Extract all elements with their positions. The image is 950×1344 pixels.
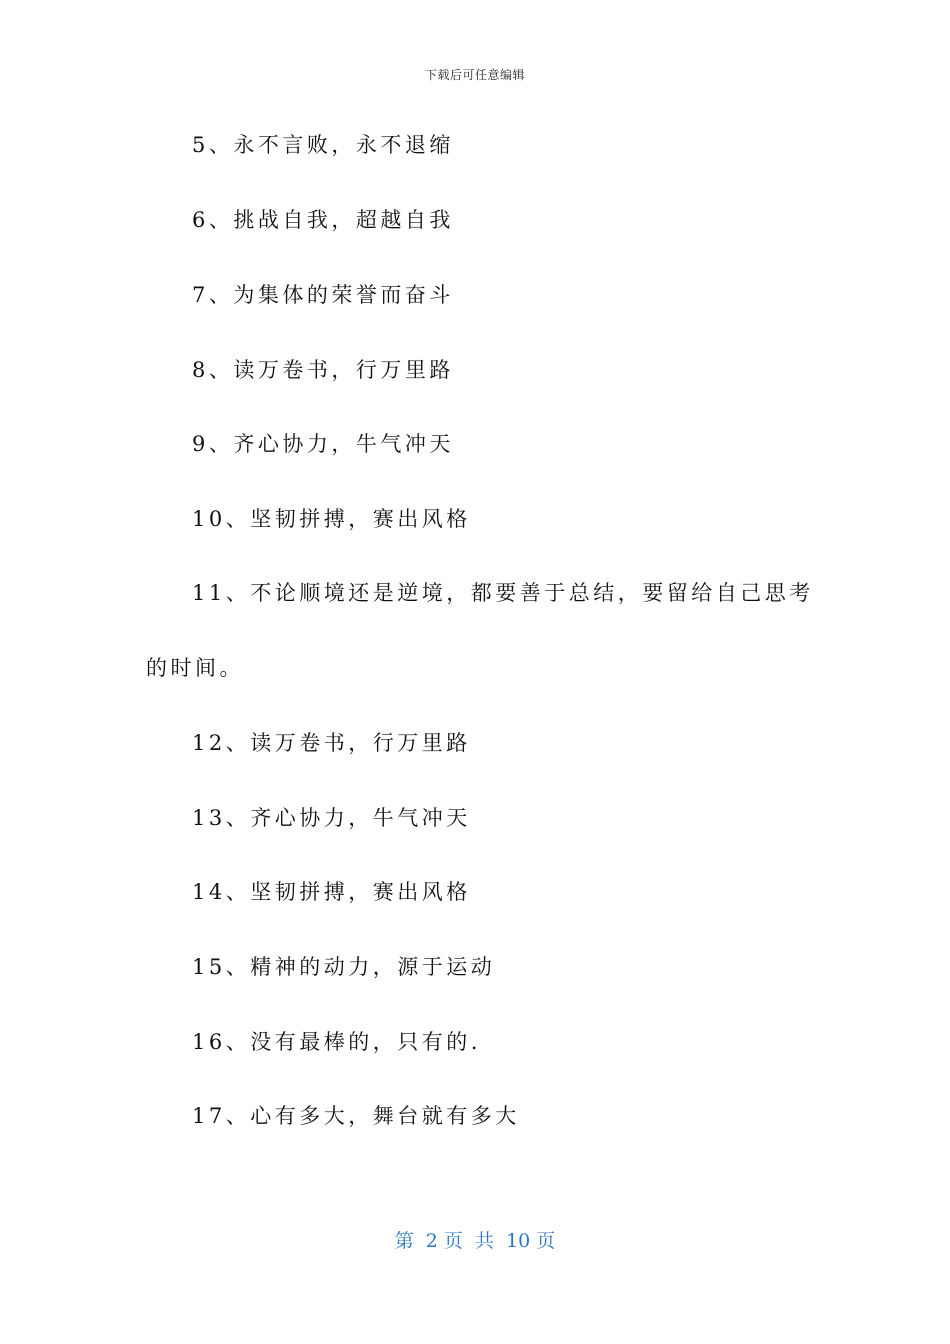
paragraph-line: 16、没有最棒的，只有的. [192, 1030, 481, 1054]
paragraph-line: 17、心有多大，舞台就有多大 [192, 1104, 520, 1128]
paragraph-line: 12、读万卷书，行万里路 [192, 731, 471, 755]
paragraph-line: 10、坚韧拼搏，赛出风格 [192, 507, 471, 531]
paragraph-line-continuation: 的时间。 [146, 656, 244, 680]
paragraph-line: 8、读万卷书，行万里路 [192, 358, 454, 382]
paragraph-line: 13、齐心协力，牛气冲天 [192, 806, 471, 830]
paragraph-line: 5、永不言败，永不退缩 [192, 133, 454, 157]
paragraph-line: 6、挑战自我，超越自我 [192, 208, 454, 232]
paragraph-line: 15、精神的动力，源于运动 [192, 955, 496, 979]
page-number-footer: 第 2 页 共 10 页 [394, 1230, 556, 1252]
paragraph-line: 14、坚韧拼搏，赛出风格 [192, 880, 471, 904]
page-header: 下载后可任意编辑 [424, 68, 525, 82]
paragraph-line: 7、为集体的荣誉而奋斗 [192, 283, 454, 307]
paragraph-line: 9、齐心协力，牛气冲天 [192, 432, 454, 456]
paragraph-line: 11、不论顺境还是逆境，都要善于总结，要留给自己思考 [192, 581, 814, 605]
